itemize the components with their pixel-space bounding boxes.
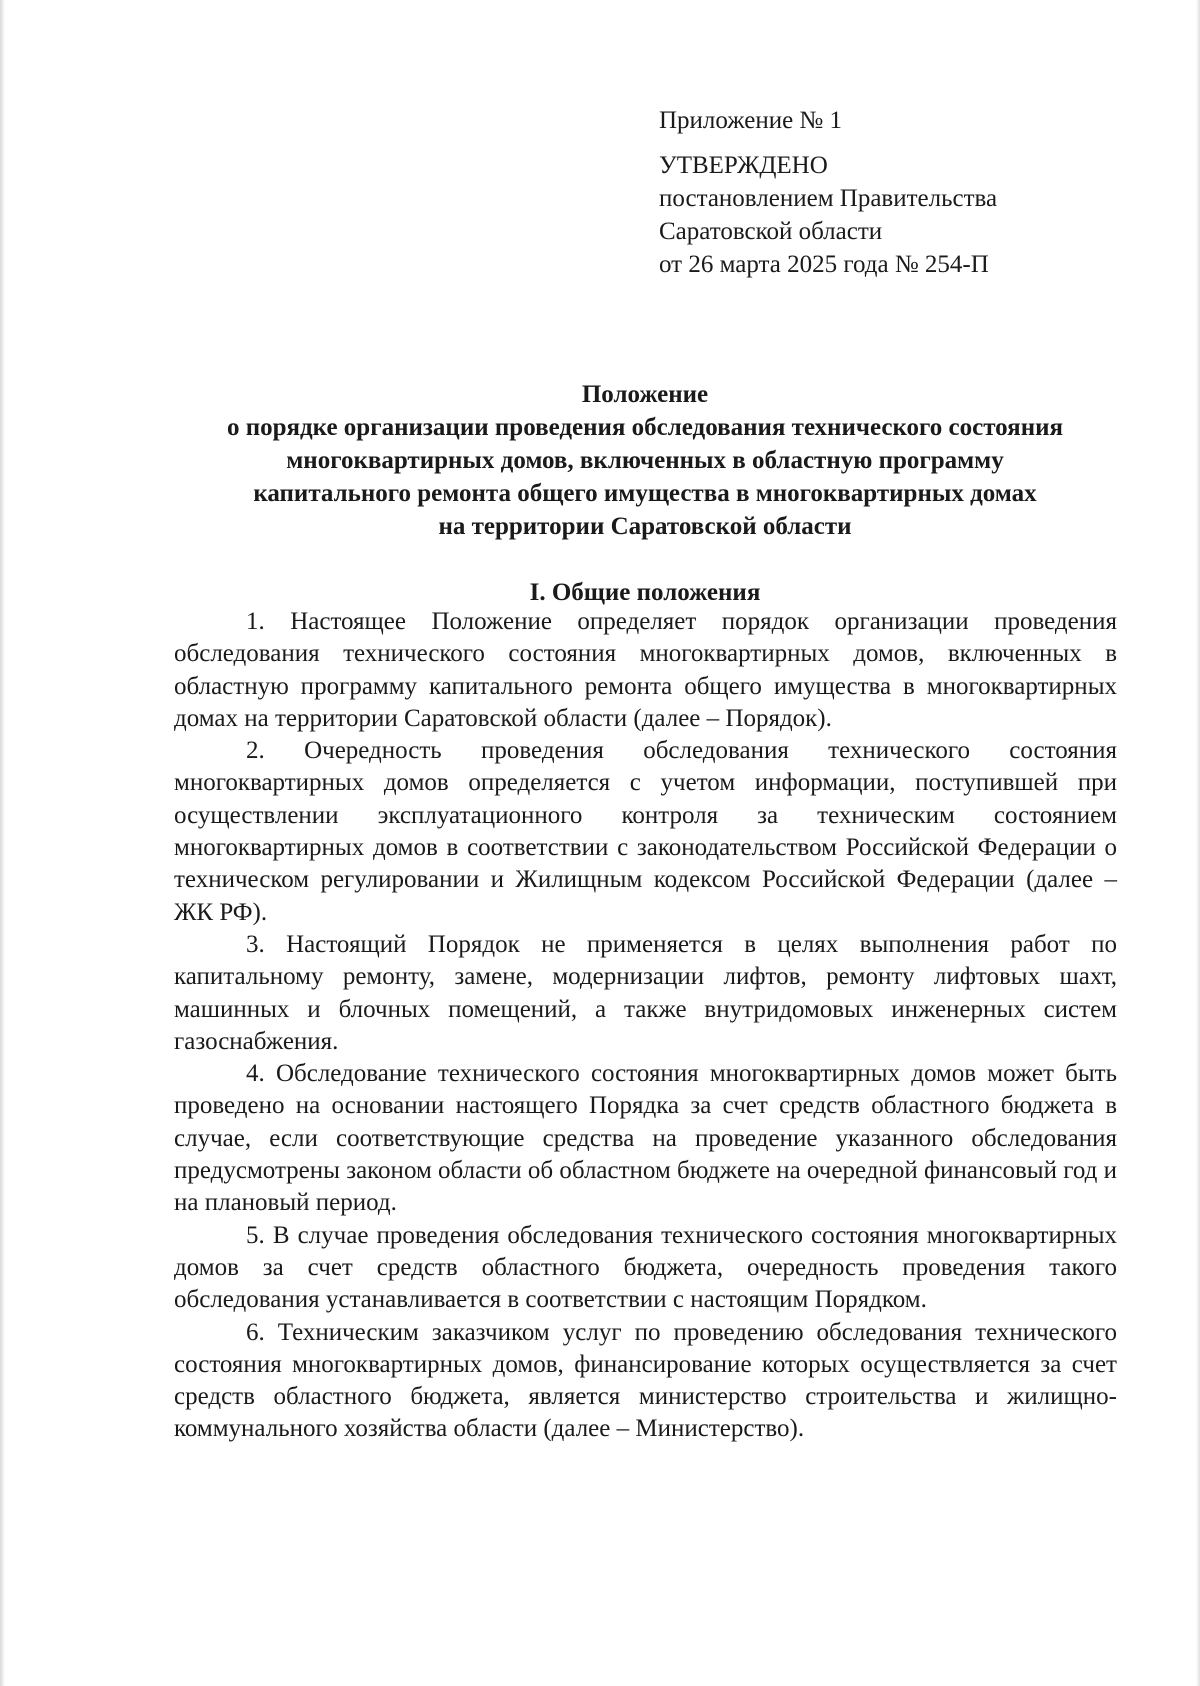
paragraph: 2. Очередность проведения обследования технического состояния многоквартирных домов определяется с учетом информации, поступившей при осуществлении эксплуатационного контроля за техническим состоянием многоквартирных домов в соответствии с законодательством Российской Федерации о техническом регулировании и Жилищным кодексом Российской Федерации (далее – ЖК РФ).	[174, 737, 1117, 926]
approval-line-1: постановлением Правительства	[659, 185, 998, 212]
paragraph: 3. Настоящий Порядок не применяется в целях выполнения работ по капитальному ремонту, замене, модернизации лифтов, ремонту лифтовых шахт, машинных и блочных помещений, а также внутридомовых инженерных систем газоснабжения.	[174, 930, 1117, 1055]
title-line-2: о порядке организации проведения обследования технического состояния	[226, 414, 1064, 441]
approved-label: УТВЕРЖДЕНО	[659, 152, 828, 179]
approval-line-3: от 26 марта 2025 года № 254-П	[659, 251, 989, 278]
section-body	[174, 606, 1117, 1446]
appendix-label: Приложение № 1	[659, 107, 843, 134]
title-line-4: капитального ремонта общего имущества в многоквартирных домах	[253, 480, 1037, 507]
title-line-5: на территории Саратовской области	[438, 513, 852, 540]
paragraph: 5. В случае проведения обследования технического состояния многоквартирных домов за счет средств областного бюджета, очередность проведения такого обследования устанавливается в соответствии с настоящим Порядком.	[174, 1221, 1117, 1314]
title-line-1: Положение	[581, 381, 709, 408]
approval-line-2: Саратовской области	[659, 218, 883, 245]
paragraph: 6. Техническим заказчиком услуг по проведению обследования технического состояния многоквартирных домов, финансирование которых осуществляется за счет средств областного бюджета, является министерство строительства и жилищно-коммунального хозяйства области (далее – Министерство).	[174, 1318, 1117, 1443]
paragraph: 1. Настоящее Положение определяет порядок организации проведения обследования технического состояния многоквартирных домов, включенных в областную программу капитального ремонта общего имущества в многоквартирных домах на территории Саратовской области (далее – Порядок).	[174, 608, 1117, 732]
section-heading: I. Общие положения	[529, 579, 761, 606]
document-title	[150, 378, 1140, 543]
title-line-3: многоквартирных домов, включенных в областную программу	[286, 447, 1004, 474]
scan-edge-right	[1196, 0, 1200, 1686]
paragraph: 4. Обследование технического состояния многоквартирных домов может быть проведено на основании настоящего Порядка за счет средств областного бюджета в случае, если соответствующие средства на проведение указанного обследования предусмотрены законом области об областном бюджете на очередной финансовый год и на плановый период.	[174, 1060, 1117, 1217]
scan-edge-left	[0, 0, 5, 1686]
approval-block	[659, 104, 1139, 281]
